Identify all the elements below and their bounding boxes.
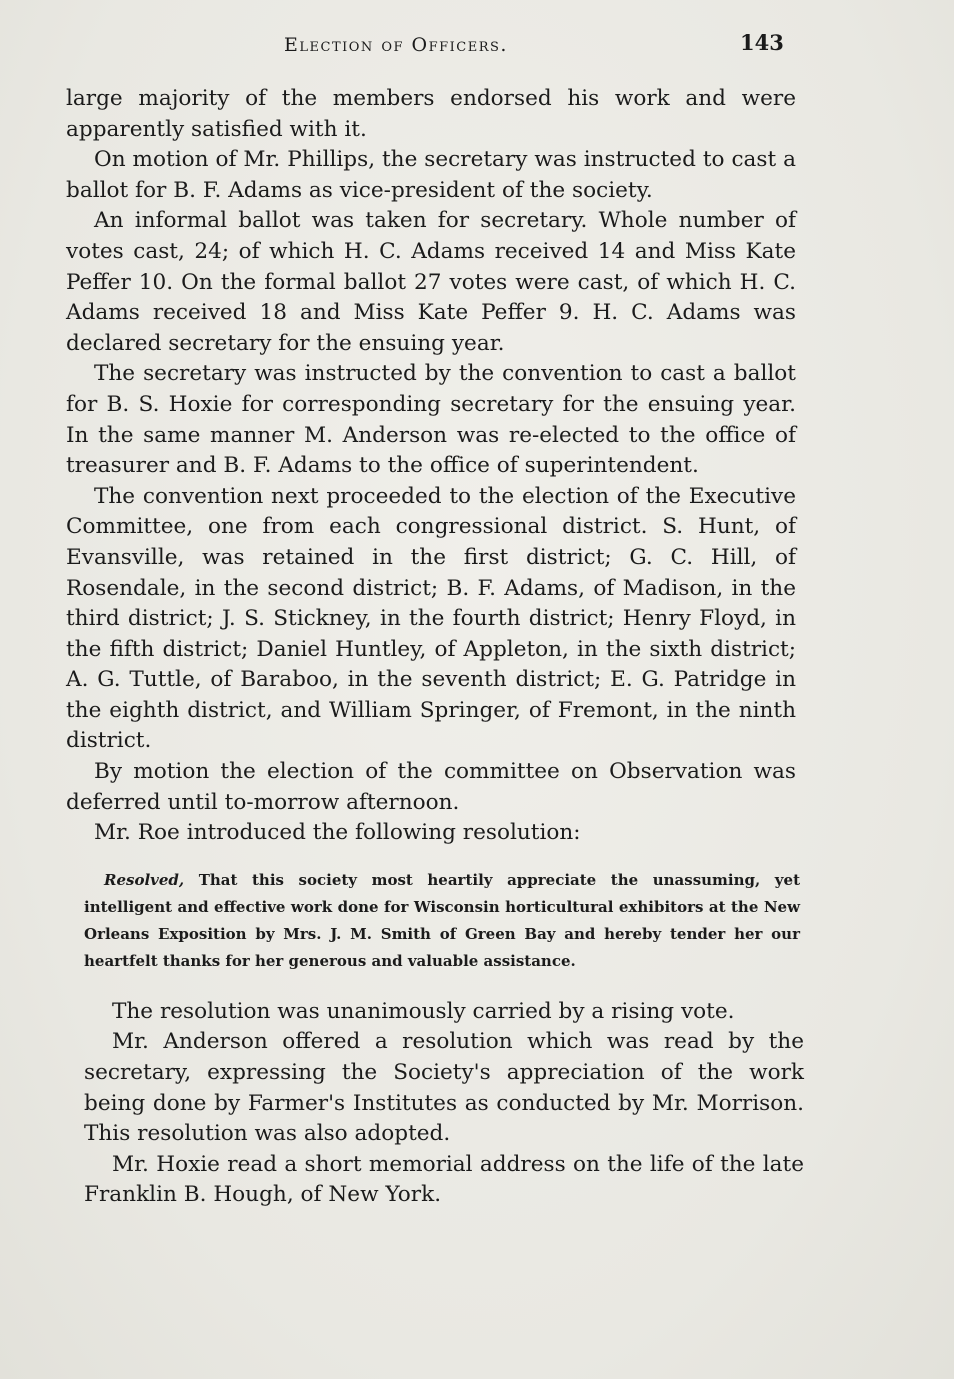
- resolution-text: That this society most heartily appreciate the unassuming, yet intelligent and effective work done for Wisconsin horticultural exhibitors at the New Orleans Exposition by Mrs. J. M. Smith of Green Bay and hereby tender her our heartfelt thanks for her generous and valuable assistance.: [84, 870, 801, 970]
- paragraph-anderson-resolution: Mr. Anderson offered a resolution which was read by the secretary, expressing the Society's appreciation of the work being done by Farmer's Institutes as conducted by Mr. Morrison. This resolution was also adopted.: [84, 1029, 804, 1147]
- running-title: Election of Officers.: [284, 34, 508, 56]
- resolution-lead: Resolved,: [104, 870, 185, 889]
- running-header: [0, 30, 954, 64]
- paragraph-resolution-intro: Mr. Roe introduced the following resolution:: [94, 820, 581, 846]
- paragraph-executive-committee: The convention next proceeded to the election of the Executive Committee, one from each congressional district. S. Hunt, of Evansville, was retained in the first district; G. C. Hill, of Rosendale, in the second district; B. F. Adams, of Madison, in the third district; J. S. Stickney, in the fourth district; Henry Floyd, in the fifth district; Daniel Huntley, of Appleton, in the sixth district; A. G. Tuttle, of Baraboo, in the seventh district; E. G. Patridge in the eighth district, and William Springer, of Fremont, in the ninth district.: [66, 483, 796, 754]
- paragraph-continuation: large majority of the members endorsed his work and were apparently satisfied with it.: [66, 86, 796, 142]
- paragraph-resolution-carried: The resolution was unanimously carried by a rising vote.: [112, 998, 735, 1024]
- body-text: [66, 84, 804, 1211]
- paragraph-hoxie-address: Mr. Hoxie read a short memorial address on the life of the late Franklin B. Hough, of New York.: [84, 1151, 804, 1208]
- paragraph-secretary-ballot: An informal ballot was taken for secretary. Whole number of votes cast, 24; of which H. C. Adams received 14 and Miss Kate Peffer 10. On the formal ballot 27 votes were cast, of which H. C. Adams received 18 and Miss Kate Peffer 9. H. C. Adams was declared secretary for the ensuing year.: [66, 208, 796, 356]
- page-number: 143: [740, 30, 784, 55]
- paragraph-observation-committee: By motion the election of the committee on Observation was deferred until to-morrow afternoon.: [66, 759, 796, 815]
- paragraph-other-officers: The secretary was instructed by the convention to cast a ballot for B. S. Hoxie for corresponding secretary for the ensuing year. In the same manner M. Anderson was re-elected to the office of treasurer and B. F. Adams to the office of superintendent.: [66, 361, 796, 479]
- paragraph-vice-president-ballot: On motion of Mr. Phillips, the secretary was instructed to cast a ballot for B. F. Adams as vice-president of the society.: [66, 147, 796, 203]
- resolution-block: [84, 867, 800, 975]
